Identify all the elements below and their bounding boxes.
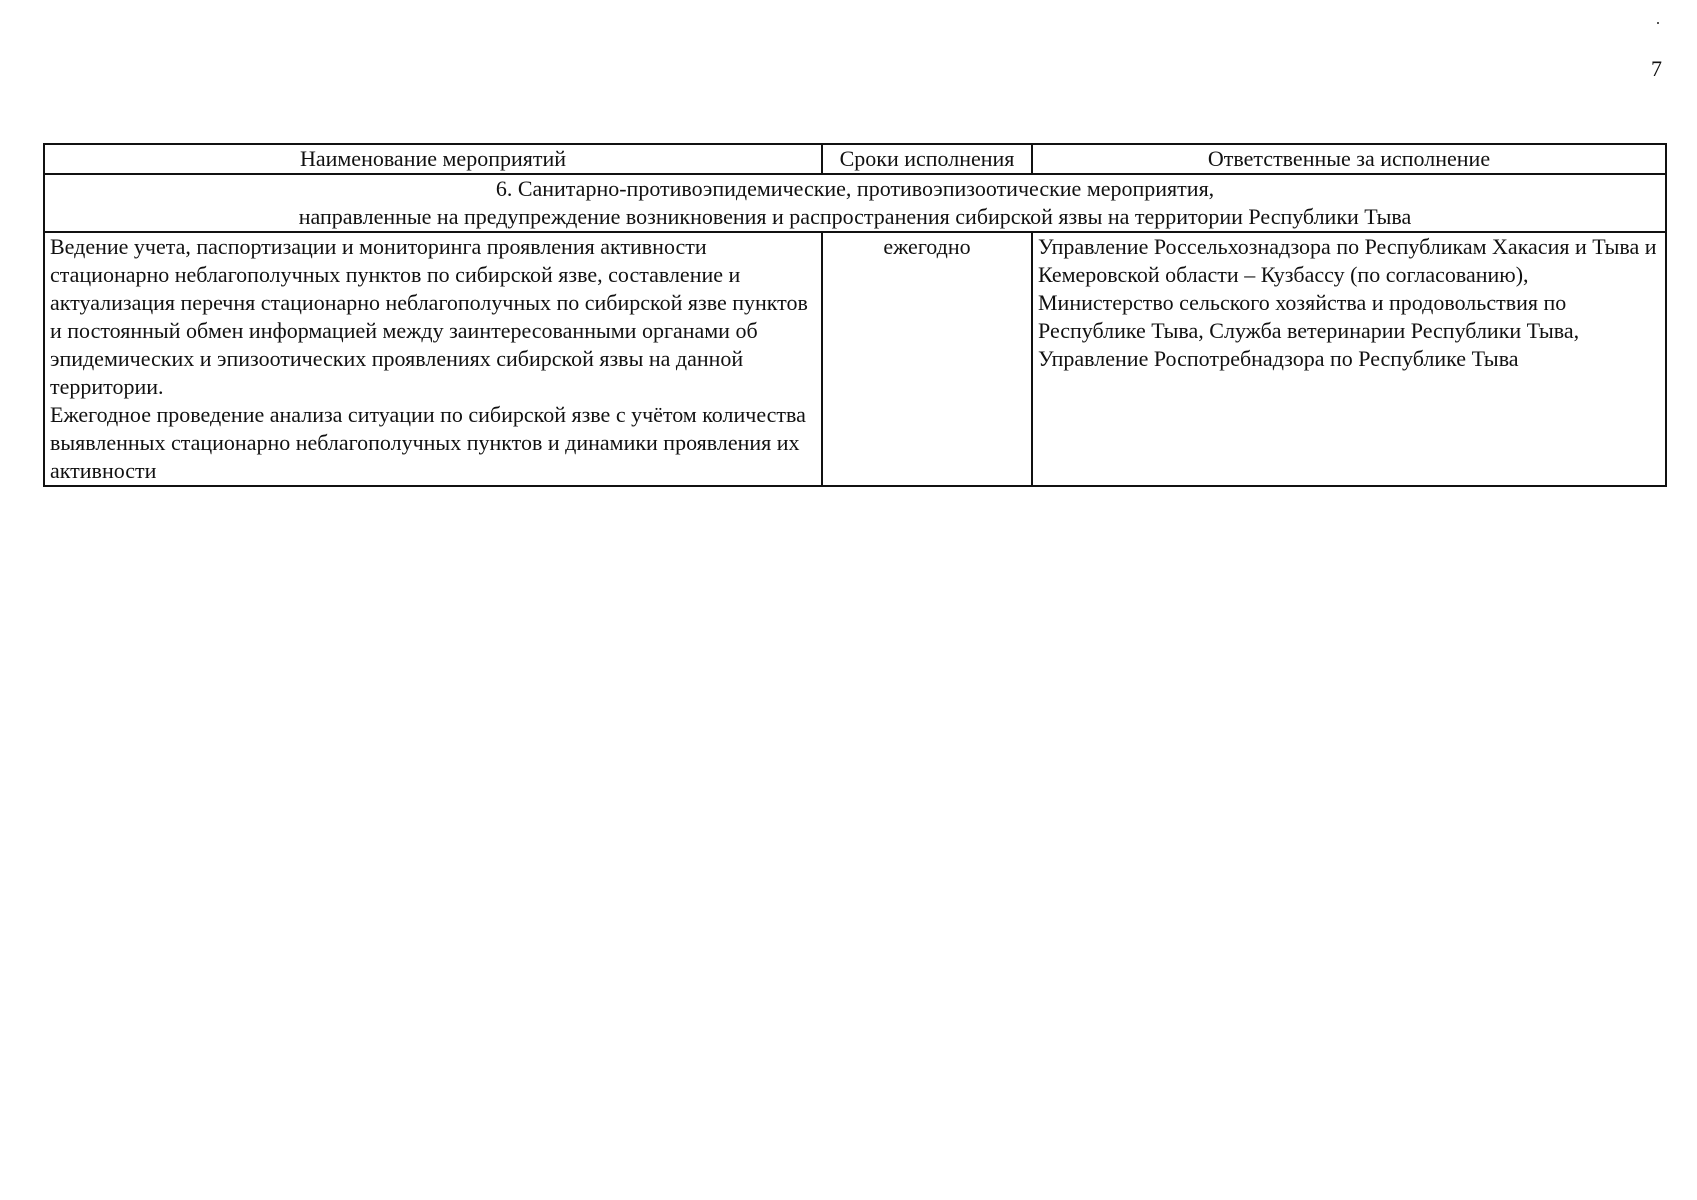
responsible-cell: Управление Россельхознадзора по Республикам Хакасия и Тыва и Кемеровской области – Кузбассу (по согласованию), Министерство сельского хозяйства и продовольствия по Республике Тыва, Служба ветеринарии Республики Тыва, Управление Роспотребнадзора по Республике Тыва xyxy=(1032,232,1666,486)
page-number: 7 xyxy=(1651,56,1662,81)
section-title xyxy=(44,174,1666,232)
scan-mark xyxy=(1657,22,1659,24)
table-header-row xyxy=(44,144,1666,174)
header-deadline: Сроки исполнения xyxy=(822,144,1032,174)
measure-analysis: Ежегодное проведение анализа ситуации по сибирской язве с учётом количества выявленных стационарно неблагополучных пунктов и динамики проявления их активности xyxy=(50,402,806,483)
measure-name-cell xyxy=(44,232,822,486)
section-title-line-1: 6. Санитарно-противоэпидемические, противоэпизоотические мероприятия, xyxy=(495,176,1215,201)
measures-table xyxy=(43,143,1667,487)
header-responsible: Ответственные за исполнение xyxy=(1032,144,1666,174)
table-row xyxy=(44,232,1666,486)
measure-description: Ведение учета, паспортизации и мониторинга проявления активности стационарно неблагополучных пунктов по сибирской язве, составление и актуализация перечня стационарно неблагополучных по сибирской язве пунктов и постоянный обмен информацией между заинтересованными органами об эпидемических и эпизоотических проявлениях сибирской язвы на данной территории. xyxy=(50,234,808,399)
section-title-row xyxy=(44,174,1666,232)
section-title-line-2: направленные на предупреждение возникновения и распространения сибирской язвы на территории Республики Тыва xyxy=(298,204,1412,229)
header-measure-name: Наименование мероприятий xyxy=(44,144,822,174)
deadline-cell: ежегодно xyxy=(822,232,1032,486)
